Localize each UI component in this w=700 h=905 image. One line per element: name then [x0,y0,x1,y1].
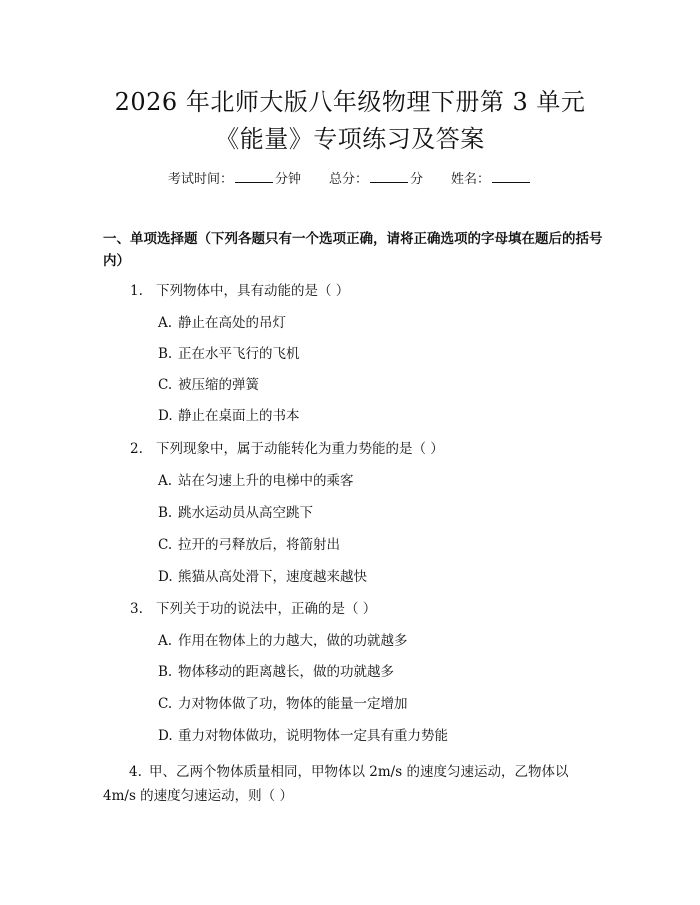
option-text: 站在匀速上升的电梯中的乘客 [178,473,354,489]
question-2-option-b [158,502,313,524]
question-stem: 甲、乙两个物体质量相同，甲物体以 2m/s 的速度匀速运动，乙物体以 4m/s 的速度匀速运动，则（ ） [103,764,569,804]
question-2 [130,438,444,460]
question-2-option-c [158,534,340,556]
option-letter: B. [158,346,173,362]
option-letter: D. [158,408,173,424]
question-number: 4. [129,764,142,780]
question-2-option-a [158,470,354,492]
option-letter: B. [158,505,173,521]
option-letter: A. [158,315,173,331]
option-text: 作用在物体上的力越大，做的功就越多 [178,633,408,649]
question-1-option-d [158,405,300,427]
option-text: 静止在桌面上的书本 [178,408,300,424]
option-letter: B. [158,664,173,680]
question-3-option-c [158,693,408,715]
option-text: 跳水运动员从高空跳下 [178,505,313,521]
question-3-option-a [158,630,408,652]
question-number: 1. [130,283,143,299]
question-stem: 下列物体中，具有动能的是（ ） [156,283,350,299]
option-letter: D. [158,728,173,744]
question-1-option-c [158,374,259,396]
exam-info-row [0,170,700,189]
total-score-label: 总分： [328,172,368,187]
question-stem: 下列现象中，属于动能转化为重力势能的是（ ） [156,441,444,457]
exam-time-label: 考试时间： [167,172,233,187]
option-text: 力对物体做了功，物体的能量一定增加 [178,696,408,712]
total-score-unit: 分 [410,172,424,187]
question-1 [130,280,349,302]
option-text: 静止在高处的吊灯 [178,315,286,331]
option-letter: C. [158,537,173,553]
option-text: 被压缩的弹簧 [178,377,259,393]
option-letter: C. [158,377,173,393]
question-number: 2. [130,441,143,457]
question-1-option-b [158,343,300,365]
option-text: 重力对物体做功，说明物体一定具有重力势能 [178,728,448,744]
student-name-blank[interactable] [492,170,530,183]
option-text: 熊猫从高处滑下，速度越来越快 [178,569,367,585]
section-heading: 一、单项选择题（下列各题只有一个选项正确，请将正确选项的字母填在题后的括号内） [103,231,603,269]
option-letter: D. [158,569,173,585]
question-3-option-d [158,725,448,747]
option-letter: A. [158,633,173,649]
question-3 [130,598,376,620]
exam-time-blank[interactable] [235,170,273,183]
question-stem: 下列关于功的说法中，正确的是（ ） [156,601,377,617]
question-2-option-d [158,566,367,588]
question-3-option-b [158,661,394,683]
option-text: 物体移动的距离越长，做的功就越多 [178,664,394,680]
student-name-label: 姓名： [451,172,491,187]
document-title-line-2: 《能量》专项练习及答案 [215,125,485,153]
question-1-option-a [158,312,286,334]
option-text: 拉开的弓释放后，将箭射出 [178,537,340,553]
total-score-blank[interactable] [370,170,408,183]
question-4 [103,760,603,808]
question-number: 3. [130,601,143,617]
option-letter: A. [158,473,173,489]
document-title-line-1: 2026 年北师大版八年级物理下册第 3 单元 [114,88,586,116]
option-text: 正在水平飞行的飞机 [178,346,300,362]
exam-time-unit: 分钟 [274,172,301,187]
option-letter: C. [158,696,173,712]
